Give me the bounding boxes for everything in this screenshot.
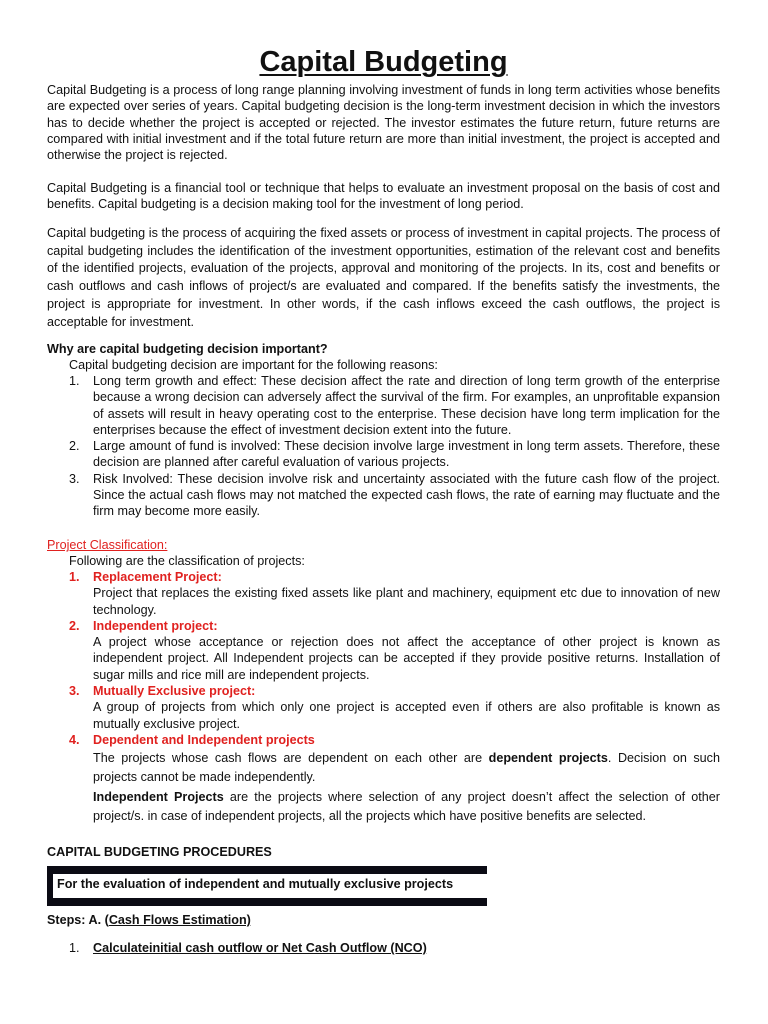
classification-lead: Following are the classification of projects:: [69, 554, 305, 568]
page-title: Capital Budgeting: [259, 46, 508, 78]
list-item: [47, 438, 720, 471]
item-title: Independent project:: [93, 618, 218, 633]
highlight-box: [47, 866, 487, 906]
list-number: 4.: [69, 732, 80, 747]
list-number: 1.: [69, 374, 80, 388]
list-item: [47, 471, 720, 520]
classification-list: [47, 569, 720, 825]
list-text: Long term growth and effect: These decision affect the rate and direction of long term growth of the enterprise because a wrong decision can adversely affect the survival of the firm. For examples, an unprofitable expansion of assets will result in heavy operating cost to the enterprise. These decision have long term implication for the enterprises because the effect of investment decision extent into the future.: [93, 374, 720, 437]
item-title: Dependent and Independent projects: [93, 732, 315, 747]
list-number: 3.: [69, 684, 80, 699]
classification-heading: Project Classification:: [47, 538, 168, 552]
importance-heading: Why are capital budgeting decision important?: [47, 342, 328, 356]
item-title: Replacement Project:: [93, 570, 222, 584]
item-text: A group of projects from which only one project is accepted even if others are also profitable is known as mutually exclusive project.: [93, 700, 720, 731]
item-text: A project whose acceptance or rejection does not affect the acceptance of other project is known as independent project. All Independent projects can be accepted if they provide positive returns. Installation of sugar mills and rice mill are independent projects.: [93, 635, 720, 682]
list-item: [47, 618, 720, 683]
step-number: 1.: [69, 941, 80, 955]
intro-paragraph-2: Capital Budgeting is a financial tool or technique that helps to evaluate an investment proposal on the basis of cost and benefits. Capital budgeting is a decision making tool for the investment of long period.: [47, 181, 720, 212]
list-item: [47, 373, 720, 438]
dependent-projects-text: The projects whose cash flows are dependent on each other are dependent projects. Decision on such projects cannot be made independently.: [93, 751, 720, 784]
intro-paragraph-3: Capital budgeting is the process of acquiring the fixed assets or process of investment in capital projects. The process of capital budgeting includes the identification of the investment opportunities, estimation of the relevant cost and benefits of the identified projects, evaluation of the projects, approval and monitoring of the projects. In its, cost and benefits or cash outflows and cash inflows of project/s are evaluated and compared. If the benefits satisfy the investments, the project is appropriate for investment. In other words, if the cash inflows exceed the cash outflows, the project is acceptable for investment.: [47, 226, 720, 329]
importance-lead: Capital budgeting decision are important for the following reasons:: [69, 358, 438, 372]
list-number: 1.: [69, 570, 80, 584]
list-item: [47, 569, 720, 618]
list-text: Risk Involved: These decision involve risk and uncertainty associated with the future cash flow of the project. Since the actual cash flows may not matched the expected cash flows, the rate of earning may fluctuate and the firm may become more easily.: [93, 471, 720, 519]
list-item: [47, 683, 720, 732]
cash-flows-estimation-link[interactable]: Cash Flows Estimation): [108, 913, 251, 927]
list-number: 3.: [69, 471, 80, 486]
independent-projects-text: Independent Projects are the projects where selection of any project doesn’t affect the selection of other project/s. in case of independent projects, all the projects which have positive benefits are selected.: [93, 790, 721, 823]
steps-label: Steps: A. (Cash Flows Estimation): [47, 913, 251, 927]
list-number: 2.: [69, 618, 80, 633]
list-item: [47, 732, 720, 825]
list-text: Large amount of fund is involved: These decision involve large investment in long term assets. Therefore, these decision are planned after careful evaluation of various projects.: [93, 439, 720, 470]
item-text: Project that replaces the existing fixed assets like plant and machinery, equipment etc due to innovation of new technology.: [93, 586, 720, 617]
step-text: Calculateinitial cash outflow or Net Cash Outflow (NCO): [93, 941, 427, 955]
intro-paragraph-1: Capital Budgeting is a process of long range planning involving investment of funds in long term activities whose benefits are expected over series of years. Capital budgeting decision is the long-term investment decision in which the investors has to decide whether the project is accepted or rejected. The investor estimates the future return, future returns are compared with initial investment and if the total future return are more than initial investment, the project is accepted and otherwise the project is rejected.: [47, 83, 720, 163]
item-title: Mutually Exclusive project:: [93, 684, 256, 699]
procedures-heading: CAPITAL BUDGETING PROCEDURES: [47, 845, 272, 859]
highlight-box-text: For the evaluation of independent and mutually exclusive projects: [53, 874, 489, 898]
importance-list: [47, 373, 720, 520]
list-number: 2.: [69, 439, 80, 454]
